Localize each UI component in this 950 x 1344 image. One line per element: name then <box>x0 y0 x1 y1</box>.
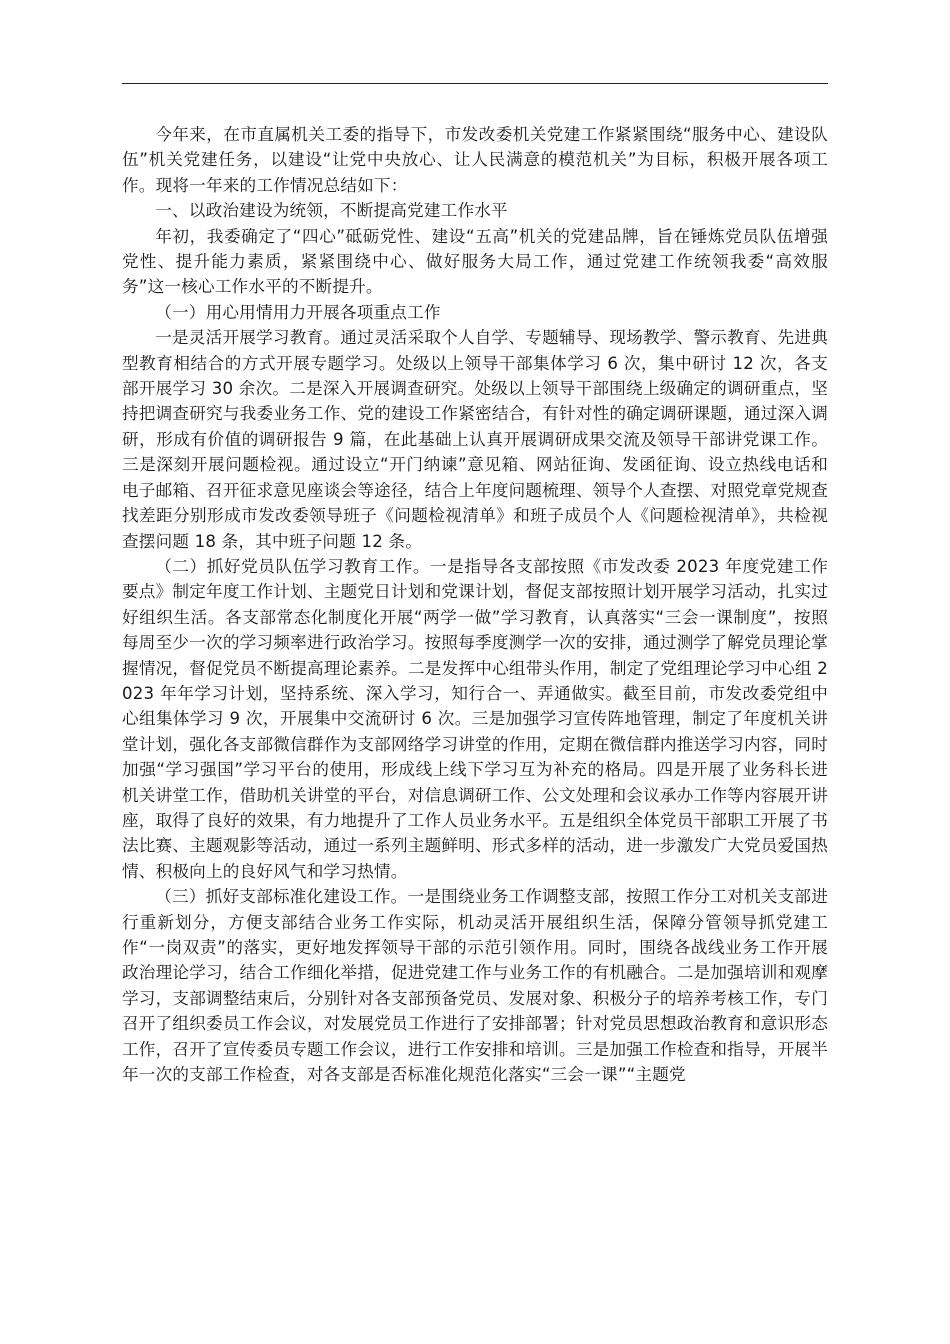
section-heading-1: 一、以政治建设为统领，不断提高党建工作水平 <box>155 201 508 221</box>
paragraph-party-brand: 年初，我委确定了“四心”砥砺党性、建设“五高”机关的党建品牌，旨在锤炼党员队伍增强党性、提升能力素质，紧紧围绕中心、做好服务大局工作，通过党建工作统领我委“高效服务”这一核心工作水平的不断提升。 <box>122 226 828 297</box>
paragraph-member-education: （二）抓好党员队伍学习教育工作。一是指导各支部按照《市发改委 2023 年度党建工作要点》制定年度工作计划、主题党日计划和党课计划，督促支部按照计划开展学习活动，扎实过好组织生活。各支部常态化制度化开展“两学一做”学习教育，认真落实“三会一课制度”，按照每周至少一次的学习频率进行政治学习。按照每季度测学一次的安排，通过测学了解党员理论掌握情况，督促党员不断提高理论素养。二是发挥中心组带头作用，制定了党组理论学习中心组 2023 年年学习计划，坚持系统、深入学习，知行合一、弄通做实。截至目前，市发改委党组中心组集体学习 9 次，开展集中交流研讨 6 次。三是加强学习宣传阵地管理，制定了年度机关讲堂计划，强化各支部微信群作为支部网络学习讲堂的作用，定期在微信群内推送学习内容，同时加强“学习强国”学习平台的使用，形成线上线下学习互为补充的格局。四是开展了业务科长进机关讲堂工作，借助机关讲堂的平台，对信息调研工作、公文处理和会议承办工作等内容展开讲座，取得了良好的效果，有力地提升了工作人员业务水平。五是组织全体党员干部职工开展了书法比赛、主题观影等活动，通过一系列主题鲜明、形式多样的活动，进一步激发广大党员爱国热情、积极向上的良好风气和学习热情。 <box>122 556 828 881</box>
document-body <box>122 122 828 1087</box>
subsection-heading-1: （一）用心用情用力开展各项重点工作 <box>155 302 441 322</box>
intro-paragraph: 今年来，在市直属机关工委的指导下，市发改委机关党建工作紧紧围绕“服务中心、建设队伍”机关党建任务，以建设“让党中央放心、让人民满意的模范机关”为目标，积极开展各项工作。现将一年来的工作情况总结如下： <box>122 125 828 195</box>
paragraph-key-work: 一是灵活开展学习教育。通过灵活采取个人自学、专题辅导、现场教学、警示教育、先进典型教育相结合的方式开展专题学习。处级以上领导干部集体学习 6 次，集中研讨 12 次，各支部开展学习 30 余次。二是深入开展调查研究。处级以上领导干部围绕上级确定的调研重点，坚持把调查研究与我委业务工作、党的建设工作紧密结合，有针对性的确定调研课题，通过深入调研，形成有价值的调研报告 9 篇，在此基础上认真开展调研成果交流及领导干部讲党课工作。三是深刻开展问题检视。通过设立“开门纳谏”意见箱、网站征询、发函征询、设立热线电话和电子邮箱、召开征求意见座谈会等途径，结合上年度问题梳理、领导个人查摆、对照党章党规查找差距分别形成市发改委领导班子《问题检视清单》和班子成员个人《问题检视清单》，共检视查摆问题 18 条，其中班子问题 12 条。 <box>122 328 828 551</box>
paragraph-branch-standardization: （三）抓好支部标准化建设工作。一是围绕业务工作调整支部，按照工作分工对机关支部进行重新划分，方便支部结合业务工作实际，机动灵活开展组织生活，保障分管领导抓党建工作“一岗双责”的落实，更好地发挥领导干部的示范引领作用。同时，围绕各战线业务工作开展政治理论学习，结合工作细化举措，促进党建工作与业务工作的有机融合。二是加强培训和观摩学习，支部调整结束后，分别针对各支部预备党员、发展对象、积极分子的培养考核工作，专门召开了组织委员工作会议，对发展党员工作进行了安排部署；针对党员思想政治教育和意识形态工作，召开了宣传委员专题工作会议，进行工作安排和培训。三是加强工作检查和指导，开展半年一次的支部工作检查，对各支部是否标准化规范化落实“三会一课”“主题党 <box>122 887 828 1085</box>
header-rule <box>122 83 828 84</box>
